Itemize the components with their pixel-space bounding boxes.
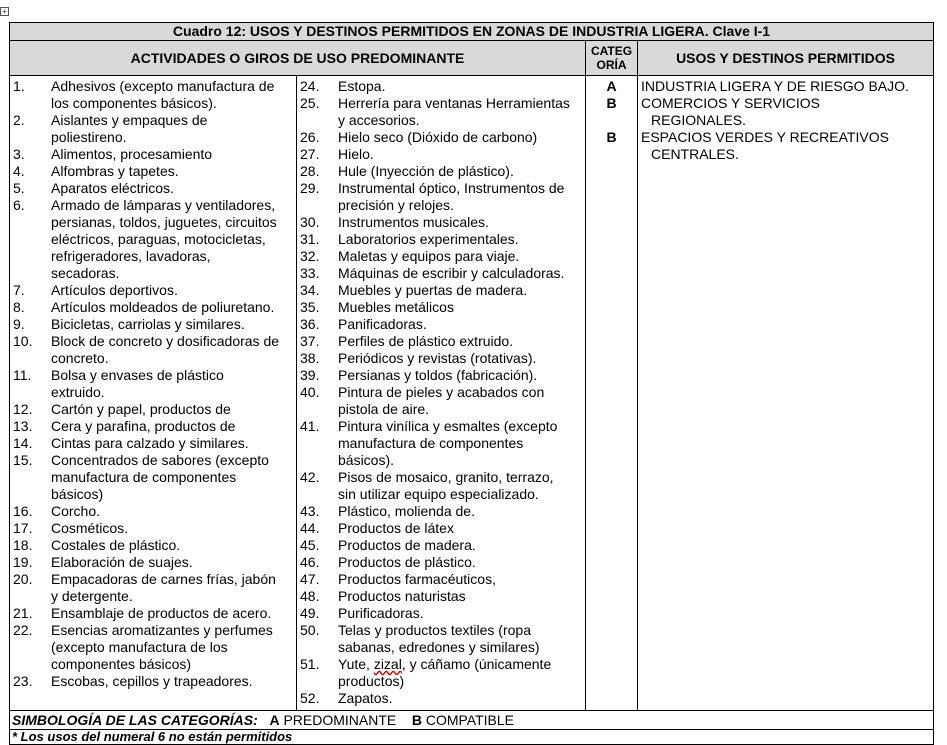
activity-number: 35. (300, 299, 320, 315)
activity-text-line: Estopa. (338, 78, 386, 94)
activity-item (10, 571, 296, 605)
activity-text-line: secadoras. (51, 265, 120, 281)
activity-item (297, 537, 585, 554)
activity-item (297, 571, 585, 588)
activity-number: 12. (13, 401, 33, 417)
activity-text-line: Alfombras y tapetes. (51, 163, 179, 179)
category-letter: B (606, 95, 617, 111)
activity-item (297, 163, 585, 180)
activity-text-line: Empacadoras de carnes frías, jabón (51, 571, 276, 587)
activity-text-line: Adhesivos (excepto manufactura de (51, 78, 275, 94)
activity-text-line: Costales de plástico. (51, 537, 181, 553)
activity-item (10, 299, 296, 316)
activity-item (10, 537, 296, 554)
activity-number: 52. (300, 690, 320, 706)
activity-item (297, 333, 585, 350)
activity-item (10, 452, 296, 503)
activity-item (10, 146, 296, 163)
activity-number: 40. (300, 384, 320, 400)
activity-item (297, 316, 585, 333)
activity-item (10, 435, 296, 452)
activity-item (297, 503, 585, 520)
activity-item (10, 180, 296, 197)
activity-text-line: sin utilizar equipo especializado. (338, 486, 539, 502)
activity-text (338, 605, 585, 622)
activities-list-2 (297, 76, 585, 707)
category-header-line1: CATEG (590, 44, 633, 58)
category-letter (586, 112, 637, 129)
activity-text (51, 299, 296, 316)
activity-text (338, 520, 585, 537)
activity-number: 15. (13, 452, 33, 468)
activity-number: 49. (300, 605, 320, 621)
activity-number: 48. (300, 588, 320, 604)
activity-item (10, 282, 296, 299)
activity-text-line: refrigeradores, lavadoras, (51, 248, 211, 264)
activity-text (338, 282, 585, 299)
activity-text (51, 622, 296, 673)
activity-text-line: Instrumentos musicales. (338, 214, 489, 230)
use-line: INDUSTRIA LIGERA Y DE RIESGO BAJO. (641, 78, 909, 94)
activity-item (10, 605, 296, 622)
activity-text-line: Block de concreto y dosificadoras de (51, 333, 280, 349)
activity-text-line: Alimentos, procesamiento (51, 146, 213, 162)
activity-text-line: Máquinas de escribir y calculadoras. (338, 265, 565, 281)
category-header-line2: ORÍA (596, 58, 627, 72)
activity-number: 3. (13, 146, 25, 162)
activity-text (338, 537, 585, 554)
activity-number: 11. (13, 367, 32, 383)
activity-item (297, 384, 585, 418)
activity-number: 38. (300, 350, 320, 366)
activity-text-line: Purificadoras. (338, 605, 424, 621)
activity-text (51, 163, 296, 180)
uses-header: USOS Y DESTINOS PERMITIDOS (638, 41, 934, 76)
activity-text (338, 656, 585, 690)
activity-number: 29. (300, 180, 320, 196)
activity-item (297, 367, 585, 384)
activity-text-line: manufactura de componentes (51, 469, 237, 485)
activity-text (51, 78, 296, 112)
activity-text (338, 418, 585, 469)
activities-column-2 (297, 76, 586, 711)
category-column (586, 76, 638, 711)
activity-text (51, 673, 296, 690)
activity-number: 17. (13, 520, 33, 536)
activity-text (51, 452, 296, 503)
activity-number: 23. (13, 673, 33, 689)
footnote-text: * Los usos del numeral 6 no están permitidos (12, 729, 293, 744)
category-letter: B (606, 129, 617, 145)
activity-item (297, 350, 585, 367)
activity-text (51, 333, 296, 367)
activity-number: 51. (300, 656, 320, 672)
activity-text-line: pistola de aire. (338, 401, 430, 417)
activity-item (10, 316, 296, 333)
activity-text (338, 469, 585, 503)
activity-text (338, 248, 585, 265)
activity-text-line: (excepto manufactura de los (51, 639, 228, 655)
activity-item (10, 112, 296, 146)
activity-item (297, 248, 585, 265)
activities-list-1 (10, 76, 296, 690)
activity-text (338, 316, 585, 333)
activity-number: 37. (300, 333, 320, 349)
activity-text-line: Periódicos y revistas (rotativas). (338, 350, 537, 366)
activity-text-line: Persianas y toldos (fabricación). (338, 367, 538, 383)
activity-text-line: Escobas, cepillos y trapeadores. (51, 673, 253, 689)
use-line: REGIONALES. (651, 112, 746, 128)
activity-text (51, 435, 296, 452)
activity-text (338, 299, 585, 316)
activity-number: 5. (13, 180, 25, 196)
activity-text-line: Laboratorios experimentales. (338, 231, 519, 247)
activity-text-line: Cosméticos. (51, 520, 129, 536)
activity-item (297, 690, 585, 707)
activity-item (297, 469, 585, 503)
activity-item (10, 503, 296, 520)
activity-text-line: persianas, toldos, juguetes, circuitos (51, 214, 277, 230)
category-letter: A (606, 78, 617, 94)
legend-a-letter: A (269, 712, 280, 728)
activity-number: 46. (300, 554, 320, 570)
activity-number: 21. (13, 605, 33, 621)
activity-text (338, 503, 585, 520)
activity-text-line: Pintura de pieles y acabados con (338, 384, 545, 400)
activity-text (51, 282, 296, 299)
activity-text-line: sabanas, edredones y similares) (338, 639, 540, 655)
activity-number: 25. (300, 95, 320, 111)
activity-text-line: y detergente. (51, 588, 133, 604)
table-move-handle-icon[interactable]: + (0, 7, 9, 16)
activity-text-line: Hule (Inyección de plástico). (338, 163, 514, 179)
activity-item (297, 95, 585, 129)
activity-text (51, 180, 296, 197)
activity-number: 6. (13, 197, 25, 213)
activity-number: 4. (13, 163, 25, 179)
legend-row (10, 711, 934, 730)
activity-text-line: poliestireno. (51, 129, 127, 145)
activity-item (297, 214, 585, 231)
legend-a-text: PREDOMINANTE (283, 712, 397, 728)
activity-number: 32. (300, 248, 320, 264)
legend-label: SIMBOLOGÍA DE LAS CATEGORÍAS: (12, 712, 258, 728)
activity-number: 22. (13, 622, 33, 638)
activity-item (10, 333, 296, 367)
activity-text (338, 163, 585, 180)
activity-number: 44. (300, 520, 320, 536)
activity-text (338, 95, 585, 129)
activity-item (297, 656, 585, 690)
activity-text-line: Yute, zizal, y cáñamo (únicamente (338, 656, 552, 672)
activity-number: 13. (13, 418, 33, 434)
activity-number: 27. (300, 146, 320, 162)
activity-text-line: Bicicletas, carriolas y similares. (51, 316, 245, 332)
activity-text-line: los componentes básicos). (51, 95, 217, 111)
activity-text (338, 180, 585, 214)
activity-text-line: Muebles y puertas de madera. (338, 282, 528, 298)
activity-item (10, 673, 296, 690)
activity-number: 45. (300, 537, 320, 553)
activity-text-line: Corcho. (51, 503, 101, 519)
activity-text (51, 571, 296, 605)
activity-text (338, 231, 585, 248)
activity-text-line: Panificadoras. (338, 316, 427, 332)
footnote-row (10, 730, 934, 745)
activity-text-line: concreto. (51, 350, 109, 366)
activity-text (338, 571, 585, 588)
activity-item (297, 520, 585, 537)
activity-text-line: Hielo. (338, 146, 374, 162)
activity-text-line: Artículos deportivos. (51, 282, 178, 298)
activity-item (10, 401, 296, 418)
activity-text-line: Armado de lámparas y ventiladores, (51, 197, 276, 213)
activity-text-line: Cartón y papel, productos de (51, 401, 231, 417)
activity-item (10, 418, 296, 435)
activity-text-line: componentes básicos) (51, 656, 192, 672)
activity-text-line: Hielo seco (Dióxido de carbono) (338, 129, 538, 145)
uses-table (9, 22, 934, 745)
activity-number: 41. (300, 418, 320, 434)
activity-item (10, 622, 296, 673)
activity-text (51, 418, 296, 435)
activity-text-line: precisión y relojes. (338, 197, 454, 213)
activity-number: 19. (13, 554, 33, 570)
activity-text (51, 146, 296, 163)
activity-item (297, 588, 585, 605)
activity-text-line: Productos naturistas (338, 588, 466, 604)
activity-text-line: extruido. (51, 384, 105, 400)
activity-number: 39. (300, 367, 320, 383)
activity-number: 14. (13, 435, 33, 451)
spellcheck-word: zizal (373, 656, 402, 672)
activity-item (297, 129, 585, 146)
table-title: Cuadro 12: USOS Y DESTINOS PERMITIDOS EN ZONAS DE INDUSTRIA LIGERA. Clave I-1 (10, 23, 934, 41)
use-line: COMERCIOS Y SERVICIOS (641, 95, 820, 111)
activity-text-line: Aparatos eléctricos. (51, 180, 174, 196)
activity-text (51, 401, 296, 418)
activity-text (51, 197, 296, 282)
activity-item (297, 282, 585, 299)
activity-number: 20. (13, 571, 33, 587)
activity-text (51, 112, 296, 146)
legend-b-letter: B (411, 712, 422, 728)
activity-text-line: Esencias aromatizantes y perfumes (51, 622, 273, 638)
activity-item (297, 622, 585, 656)
activity-item (297, 418, 585, 469)
activity-text-line: y accesorios. (338, 112, 420, 128)
activity-text-line: productos) (338, 673, 405, 689)
activity-text (338, 350, 585, 367)
use-line: CENTRALES. (651, 146, 739, 162)
activity-text-line: Maletas y equipos para viaje. (338, 248, 520, 264)
activity-number: 36. (300, 316, 320, 332)
uses-column (638, 76, 934, 711)
activity-text (338, 333, 585, 350)
activity-text-line: Cintas para calzado y similares. (51, 435, 249, 451)
activity-item (10, 520, 296, 537)
activity-number: 26. (300, 129, 320, 145)
activity-text (338, 367, 585, 384)
activity-text-line: Productos farmacéuticos, (338, 571, 496, 587)
activity-item (297, 180, 585, 214)
activity-text-line: Zapatos. (338, 690, 393, 706)
activity-number: 31. (300, 231, 320, 247)
activity-text-line: Instrumental óptico, Instrumentos de (338, 180, 565, 196)
activity-text-line: Perfiles de plástico extruido. (338, 333, 514, 349)
activity-number: 7. (13, 282, 25, 298)
activity-text-line: Pintura vinílica y esmaltes (excepto (338, 418, 558, 434)
activity-text-line: Artículos moldeados de poliuretano. (51, 299, 275, 315)
activity-text (51, 537, 296, 554)
activity-text-line: Aislantes y empaques de (51, 112, 208, 128)
activity-number: 10. (13, 333, 33, 349)
activity-text-line: Concentrados de sabores (excepto (51, 452, 269, 468)
activity-number: 47. (300, 571, 320, 587)
activity-text (51, 316, 296, 333)
activity-number: 30. (300, 214, 320, 230)
activities-header: ACTIVIDADES O GIROS DE USO PREDOMINANTE (10, 41, 586, 76)
activity-text-line: Productos de látex (338, 520, 454, 536)
category-header (586, 41, 638, 76)
activity-text (338, 265, 585, 282)
activity-item (297, 146, 585, 163)
activity-text-line: Telas y productos textiles (ropa (338, 622, 531, 638)
activity-text (51, 520, 296, 537)
activity-text (338, 384, 585, 418)
activity-text-line: Productos de plástico. (338, 554, 476, 570)
legend-b-text: COMPATIBLE (425, 712, 515, 728)
activity-text (51, 503, 296, 520)
activity-text-line: Muebles metálicos (338, 299, 454, 315)
uses-list (638, 76, 933, 163)
activity-text-line: Pisos de mosaico, granito, terrazo, (338, 469, 554, 485)
activity-text (338, 554, 585, 571)
activity-item (297, 299, 585, 316)
activity-text-line: básicos) (51, 486, 104, 502)
category-list (586, 76, 637, 146)
activity-text (51, 554, 296, 571)
activity-number: 28. (300, 163, 320, 179)
activity-number: 16. (13, 503, 33, 519)
activity-number: 18. (13, 537, 33, 553)
activity-text-line: eléctricos, paraguas, motocicletas, (51, 231, 266, 247)
activity-number: 34. (300, 282, 320, 298)
activity-item (10, 367, 296, 401)
activity-number: 1. (13, 78, 25, 94)
activity-text-line: Cera y parafina, productos de (51, 418, 236, 434)
activity-text-line: Plástico, molienda de. (338, 503, 475, 519)
activity-text-line: Bolsa y envases de plástico (51, 367, 224, 383)
activity-text (51, 605, 296, 622)
activity-item (297, 605, 585, 622)
activity-text (338, 146, 585, 163)
activity-text (338, 129, 585, 146)
activity-text (338, 588, 585, 605)
activity-item (297, 265, 585, 282)
activity-text-line: Ensamblaje de productos de acero. (51, 605, 272, 621)
activity-text (51, 367, 296, 401)
activities-column-1 (10, 76, 297, 711)
activity-text-line: Productos de madera. (338, 537, 476, 553)
activity-text (338, 690, 585, 707)
activity-item (10, 197, 296, 282)
activity-number: 8. (13, 299, 25, 315)
activity-item (297, 231, 585, 248)
activity-text (338, 214, 585, 231)
activity-text-line: manufactura de componentes (338, 435, 524, 451)
activity-number: 50. (300, 622, 320, 638)
activity-number: 42. (300, 469, 320, 485)
activity-text-line: básicos). (338, 452, 395, 468)
activity-number: 9. (13, 316, 25, 332)
use-line: ESPACIOS VERDES Y RECREATIVOS (641, 129, 889, 145)
activity-text (338, 622, 585, 656)
activity-number: 43. (300, 503, 320, 519)
activity-text-line: Herrería para ventanas Herramientas (338, 95, 570, 111)
activity-number: 24. (300, 78, 320, 94)
activity-number: 33. (300, 265, 320, 281)
activity-text (338, 78, 585, 95)
activity-number: 2. (13, 112, 25, 128)
activity-text-line: Elaboración de suajes. (51, 554, 193, 570)
activity-item (10, 163, 296, 180)
activity-item (297, 554, 585, 571)
activity-item (10, 78, 296, 112)
activity-item (297, 78, 585, 95)
activity-item (10, 554, 296, 571)
